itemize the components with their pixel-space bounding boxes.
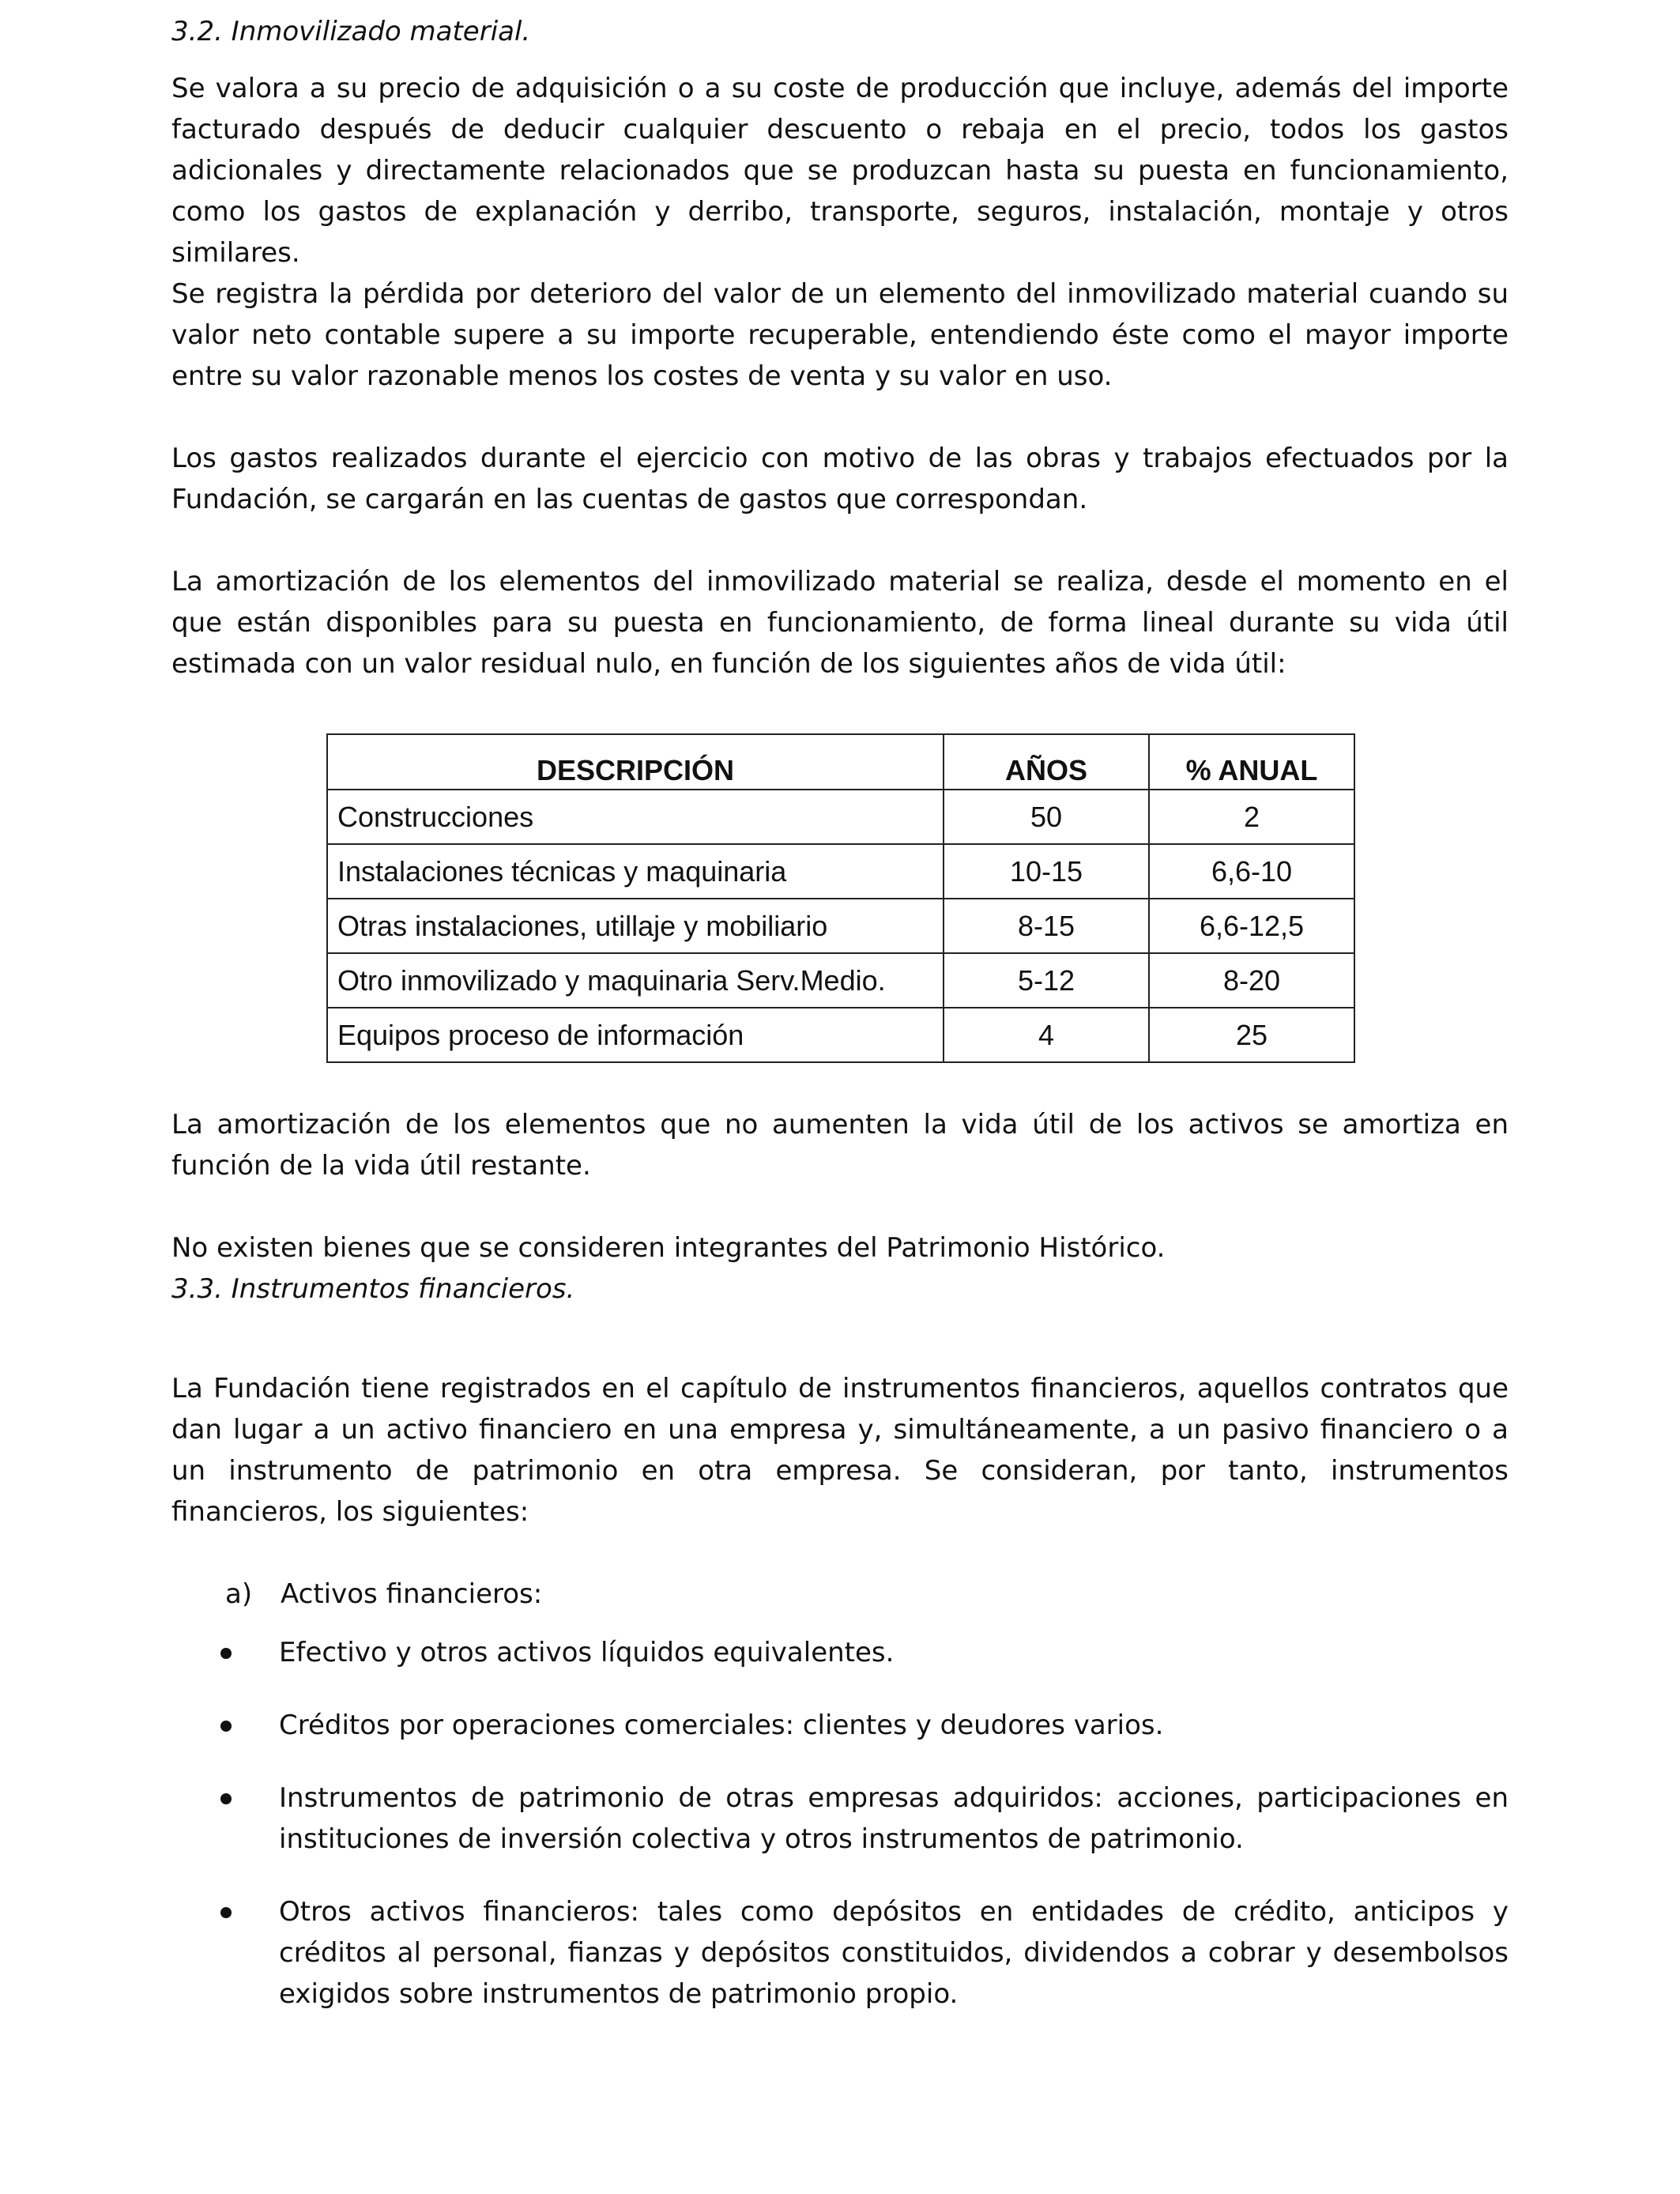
activos-list: [171, 1632, 1509, 2015]
paragraph-valoracion: Se valora a su precio de adquisición o a su coste de producción que incluye, además del importe facturado después de deducir cualquier descuento o rebaja en el precio, todos los gastos adicionales y directamente relacionados que se produzcan hasta su puesta en funcionamiento, como los gastos de explanación y derribo, transporte, seguros, instalación, montaje y otros similares.: [171, 73, 1509, 269]
table-header-row: [327, 734, 1354, 790]
table-header-cell: AÑOS: [944, 734, 1149, 790]
paragraph-patrimonio-historico: No existen bienes que se consideren integrantes del Patrimonio Histórico.: [171, 1232, 1166, 1264]
section-heading-instrumentos: 3.3. Instrumentos financieros.: [171, 1273, 575, 1305]
table-row: [327, 1008, 1354, 1062]
list-item: Efectivo y otros activos líquidos equivalentes.: [279, 1637, 895, 1668]
table-header-cell: % ANUAL: [1149, 734, 1354, 790]
table-header-cell: DESCRIPCIÓN: [327, 734, 944, 790]
table-cell-years: 10-15: [944, 844, 1149, 899]
table-cell-description: Equipos proceso de información: [327, 1008, 944, 1062]
table-cell-description: Instalaciones técnicas y maquinaria: [327, 844, 944, 899]
table-cell-annual-pct: 6,6-10: [1149, 844, 1354, 899]
paragraph-vida-util: La amortización de los elementos que no aumenten la vida útil de los activos se amortiza en función de la vida útil restante.: [171, 1109, 1509, 1182]
paragraph-deterioro: Se registra la pérdida por deterioro del valor de un elemento del inmovilizado material cuando su valor neto contable supere a su importe recuperable, entendiendo éste como el mayor importe entre su valor razonable menos los costes de venta y su valor en uso.: [171, 278, 1509, 392]
list-item: Créditos por operaciones comerciales: clientes y deudores varios.: [279, 1710, 1164, 1741]
table-cell-annual-pct: 25: [1149, 1008, 1354, 1062]
table-row: [327, 844, 1354, 899]
section-heading-inmovilizado: 3.2. Inmovilizado material.: [171, 16, 531, 47]
amortization-table: [326, 733, 1355, 1063]
paragraph-gastos: Los gastos realizados durante el ejercicio con motivo de las obras y trabajos efectuados por la Fundación, se cargarán en las cuentas de gastos que correspondan.: [171, 443, 1509, 515]
list-title: Activos financieros:: [281, 1578, 543, 1610]
table-cell-description: Otro inmovilizado y maquinaria Serv.Medio.: [327, 953, 944, 1008]
list-item: Otros activos financieros: tales como depósitos en entidades de crédito, anticipos y créditos al personal, fianzas y depósitos constituidos, dividendos a cobrar y desembolsos exigidos sobre instrumentos de patrimonio propio.: [279, 1896, 1509, 2010]
page-content: [171, 11, 1509, 2015]
table-row: [327, 953, 1354, 1008]
list-label: a): [225, 1578, 253, 1610]
table-cell-description: Construcciones: [327, 790, 944, 844]
table-cell-years: 8-15: [944, 899, 1149, 953]
list-heading-activos: [171, 1574, 1509, 1615]
table-cell-annual-pct: 6,6-12,5: [1149, 899, 1354, 953]
table-row: [327, 899, 1354, 953]
table-cell-years: 50: [944, 790, 1149, 844]
table-cell-years: 4: [944, 1008, 1149, 1062]
table-cell-annual-pct: 8-20: [1149, 953, 1354, 1008]
paragraph-amortizacion: La amortización de los elementos del inmovilizado material se realiza, desde el momento en el que están disponibles para su puesta en funcionamiento, de forma lineal durante su vida útil estimada con un valor residual nulo, en función de los siguientes años de vida útil:: [171, 566, 1509, 680]
list-item: Instrumentos de patrimonio de otras empresas adquiridos: acciones, participaciones en instituciones de inversión colectiva y otros instrumentos de patrimonio.: [279, 1782, 1509, 1855]
table-cell-annual-pct: 2: [1149, 790, 1354, 844]
paragraph-instrumentos: La Fundación tiene registrados en el capítulo de instrumentos financieros, aquellos contratos que dan lugar a un activo financiero en una empresa y, simultáneamente, a un pasivo financiero o a un instrumento de patrimonio en otra empresa. Se consideran, por tanto, instrumentos financieros, los siguientes:: [171, 1373, 1509, 1528]
table-cell-years: 5-12: [944, 953, 1149, 1008]
table-cell-description: Otras instalaciones, utillaje y mobiliario: [327, 899, 944, 953]
table-row: [327, 790, 1354, 844]
